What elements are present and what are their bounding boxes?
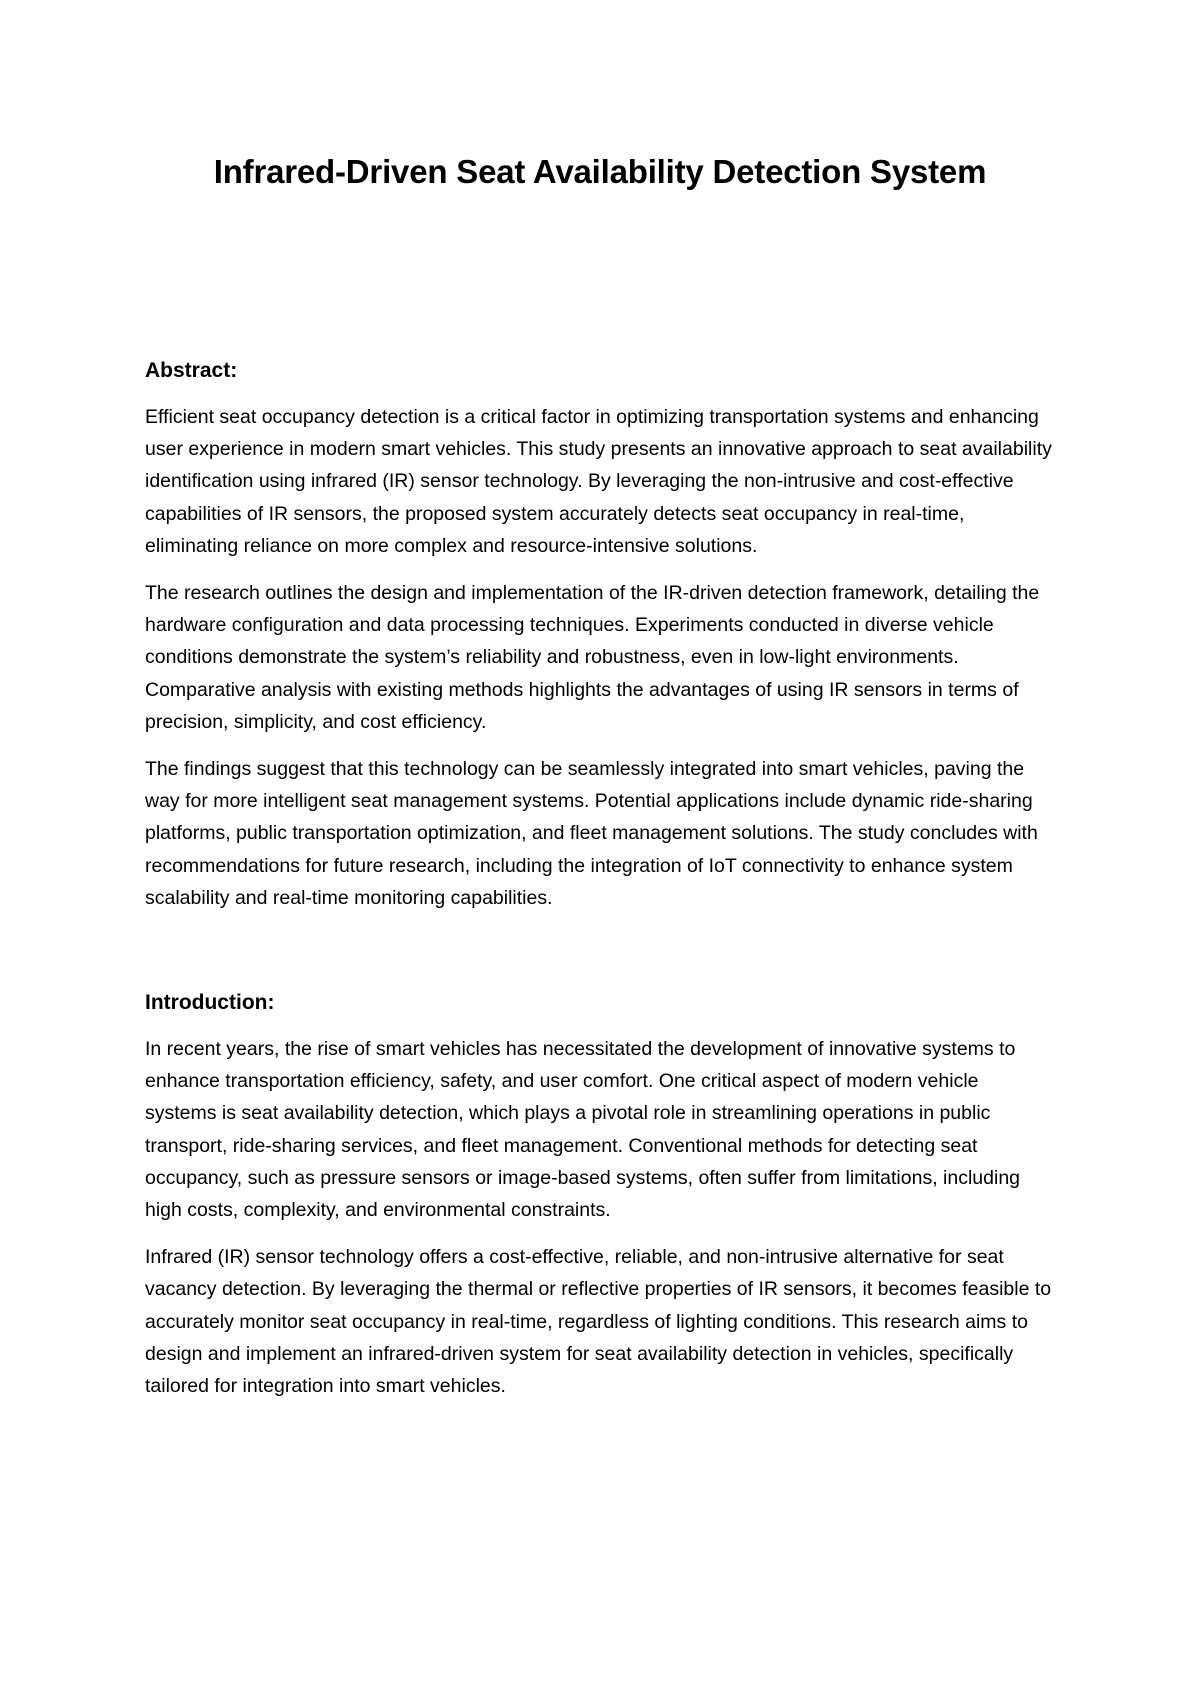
section-spacer	[145, 929, 1055, 987]
abstract-paragraph-2: The research outlines the design and implementation of the IR-driven detection framework, detailing the hardware configuration and data processing techniques. Experiments conducted in diverse vehicle conditions demonstrate the system’s reliability and robustness, even in low-light environments. Comparative analysis with existing methods highlights the advantages of using IR sensors in terms of precision, simplicity, and cost efficiency.	[145, 582, 1040, 733]
document-body	[145, 355, 1055, 1417]
abstract-paragraph-1: Efficient seat occupancy detection is a critical factor in optimizing transportation systems and enhancing user experience in modern smart vehicles. This study presents an innovative approach to seat availability identification using infrared (IR) sensor technology. By leveraging the non-intrusive and cost-effective capabilities of IR sensors, the proposed system accurately detects seat occupancy in real-time, eliminating reliance on more complex and resource-intensive solutions.	[145, 406, 1052, 557]
document-title: Infrared-Driven Seat Availability Detection System	[213, 153, 987, 190]
introduction-heading: Introduction:	[145, 991, 275, 1015]
introduction-section	[145, 987, 1055, 1402]
introduction-paragraph-1: In recent years, the rise of smart vehicles has necessitated the development of innovative systems to enhance transportation efficiency, safety, and user comfort. One critical aspect of modern vehicle systems is seat availability detection, which plays a pivotal role in streamlining operations in public transport, ride-sharing services, and fleet management. Conventional methods for detecting seat occupancy, such as pressure sensors or image-based systems, often suffer from limitations, including high costs, complexity, and environmental constraints.	[145, 1038, 1021, 1222]
introduction-paragraph-2: Infrared (IR) sensor technology offers a cost-effective, reliable, and non-intrusive alternative for seat vacancy detection. By leveraging the thermal or reflective properties of IR sensors, it becomes feasible to accurately monitor seat occupancy in real-time, regardless of lighting conditions. This research aims to design and implement an infrared-driven system for seat availability detection in vehicles, specifically tailored for integration into smart vehicles.	[145, 1246, 1052, 1398]
abstract-heading: Abstract:	[145, 359, 238, 382]
abstract-paragraph-3: The findings suggest that this technology can be seamlessly integrated into smart vehicles, paving the way for more intelligent seat management systems. Potential applications include dynamic ride-sharing platforms, public transportation optimization, and fleet management solutions. The study concludes with recommendations for future research, including the integration of IoT connectivity to enhance system scalability and real-time monitoring capabilities.	[145, 758, 1038, 909]
abstract-section	[145, 355, 1055, 914]
